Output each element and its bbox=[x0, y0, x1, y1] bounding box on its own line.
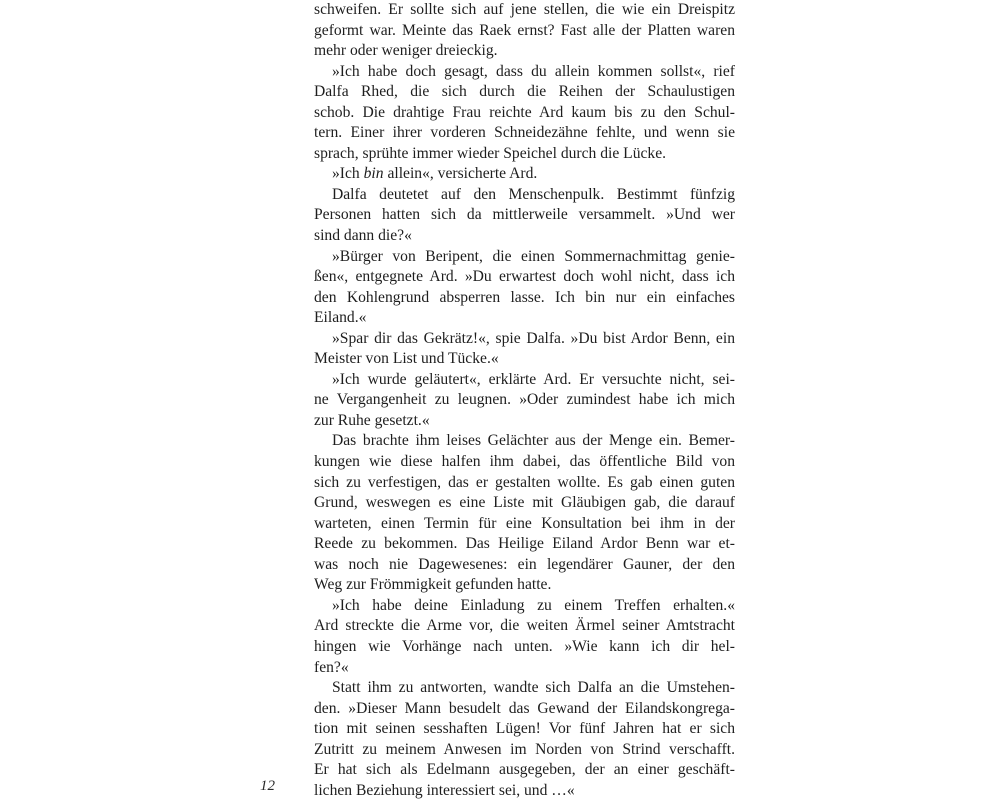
text-line: sprach, sprühte immer wieder Speichel durch die Lücke. bbox=[314, 144, 667, 162]
text-line: schweifen. Er sollte sich auf jene stellen, die wie ein Dreispitz bbox=[314, 1, 735, 18]
text-line: tion mit seinen sesshaften Lügen! Vor fünf Jahren hat er sich bbox=[314, 720, 735, 738]
text-line: Er hat sich als Edelmann ausgegeben, der an einer geschäft- bbox=[314, 761, 735, 779]
body-text bbox=[314, 0, 735, 801]
paragraph bbox=[314, 185, 735, 247]
text-line: Meister von List und Tücke.« bbox=[314, 350, 499, 368]
text-line: Reede zu bekommen. Das Heilige Eiland Ardor Benn war et- bbox=[314, 535, 735, 553]
text-line: Statt ihm zu antworten, wandte sich Dalfa an die Umstehen- bbox=[332, 679, 735, 697]
text-line: Zutritt zu meinem Anwesen im Norden von Strind verschafft. bbox=[314, 740, 735, 758]
text-line: lichen Beziehung interessiert sei, und …« bbox=[314, 781, 575, 799]
text-line: »Ich bin allein«, versicherte Ard. bbox=[332, 165, 538, 183]
text-line: »Ich habe deine Einladung zu einem Treffen erhalten.« bbox=[332, 596, 735, 614]
text-line: sich zu verfestigen, das er gestalten wollte. Es gab einen guten bbox=[314, 473, 735, 491]
paragraph bbox=[314, 247, 735, 329]
paragraph bbox=[314, 329, 735, 370]
text-line: hingen wie Vorhänge nach unten. »Wie kann ich dir hel- bbox=[314, 637, 735, 655]
text-line: fen?« bbox=[314, 658, 349, 676]
text-line: Personen hatten sich da mittlerweile versammelt. »Und wer bbox=[314, 206, 735, 224]
text-line: was noch nie Dagewesenes: ein legendärer Gauner, der den bbox=[314, 555, 735, 573]
text-line: schob. Die drahtige Frau reichte Ard kaum bis zu den Schul- bbox=[314, 103, 735, 121]
paragraph bbox=[314, 370, 735, 432]
text-line: Eiland.« bbox=[314, 309, 367, 327]
text-line: den Kohlengrund absperren lasse. Ich bin nur ein einfaches bbox=[314, 288, 735, 306]
text-line: Grund, weswegen es eine Liste mit Gläubigen gab, die darauf bbox=[314, 494, 735, 512]
paragraph bbox=[314, 164, 735, 185]
text-line: »Ich wurde geläutert«, erklärte Ard. Er versuchte nicht, sei- bbox=[332, 370, 735, 388]
text-line: »Spar dir das Gekrätz!«, spie Dalfa. »Du bist Ardor Benn, ein bbox=[332, 329, 735, 347]
text-line: ßen«, entgegnete Ard. »Du erwartest doch wohl nicht, dass ich bbox=[314, 268, 735, 286]
page-number: 12 bbox=[260, 778, 275, 794]
text-line: ne Vergangenheit zu leugnen. »Oder zumindest habe ich mich bbox=[314, 391, 735, 409]
text-line: Dalfa Rhed, die sich durch die Reihen der Schaulustigen bbox=[314, 83, 735, 101]
text-line: den. »Dieser Mann besudelt das Gewand der Eilandskongrega- bbox=[314, 699, 735, 717]
text-line: sind dann die?« bbox=[314, 227, 412, 245]
text-line: warteten, einen Termin für eine Konsultation bei ihm in der bbox=[314, 514, 735, 532]
text-line: kungen wie diese halfen ihm dabei, das öffentliche Bild von bbox=[314, 453, 735, 471]
paragraph bbox=[314, 596, 735, 678]
text-line: Weg zur Frömmigkeit gefunden hatte. bbox=[314, 576, 552, 594]
paragraph bbox=[314, 431, 735, 595]
text-line: »Bürger von Beripent, die einen Sommernachmittag genie- bbox=[332, 247, 735, 265]
paragraph bbox=[314, 62, 735, 165]
text-line: zur Ruhe gesetzt.« bbox=[314, 411, 430, 429]
text-line: geformt war. Meinte das Raek ernst? Fast alle der Platten waren bbox=[314, 21, 735, 39]
text-line: Dalfa deutetet auf den Menschenpulk. Bestimmt fünfzig bbox=[332, 185, 735, 203]
paragraph bbox=[314, 0, 735, 62]
text-line: Ard streckte die Arme vor, die weiten Ärmel seiner Amtstracht bbox=[314, 617, 735, 635]
text-line: Das brachte ihm leises Gelächter aus der Menge ein. Bemer- bbox=[332, 432, 735, 450]
text-line: »Ich habe doch gesagt, dass du allein kommen sollst«, rief bbox=[332, 62, 735, 80]
text-line: mehr oder weniger dreieckig. bbox=[314, 42, 498, 60]
text-line: tern. Einer ihrer vorderen Schneidezähne fehlte, und wenn sie bbox=[314, 124, 735, 142]
paragraph bbox=[314, 678, 735, 801]
